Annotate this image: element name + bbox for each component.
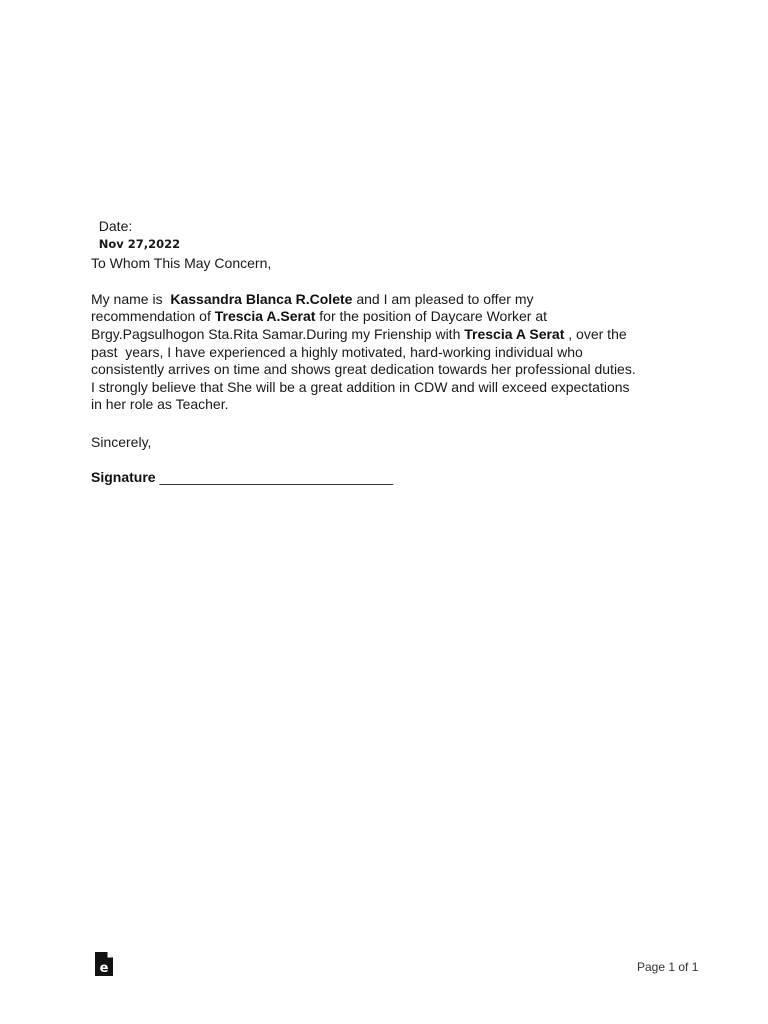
page-number: Page 1 of 1 <box>637 960 699 974</box>
body-line-6: I strongly believe that She will be a great addition in CDW and will exceed expectations <box>91 379 630 395</box>
text: My name is <box>91 291 171 307</box>
closing: Sincerely, <box>91 434 152 450</box>
salutation: To Whom This May Concern, <box>91 255 272 271</box>
document-logo-icon <box>95 952 113 976</box>
logo-letter: e <box>99 961 109 976</box>
candidate-name: Trescia A Serat <box>464 326 565 342</box>
date-line <box>91 201 180 253</box>
body-line-4: past years, I have experienced a highly motivated, hard-working individual who <box>91 344 583 360</box>
text: and I am pleased to offer my <box>352 291 534 307</box>
candidate-name: Trescia A.Serat <box>214 308 316 324</box>
text: Brgy.Pagsulhogon Sta.Rita Samar.During my Frienship with <box>91 326 465 342</box>
body-line-3 <box>91 326 627 343</box>
text: recommendation of <box>91 308 215 324</box>
body-line-5: consistently arrives on time and shows great dedication towards her professional duties. <box>91 361 636 377</box>
body-line-1 <box>91 291 534 308</box>
text: for the position of Daycare Worker at <box>315 308 548 324</box>
signature-line <box>91 469 393 486</box>
date-label: Date: <box>98 218 133 234</box>
date-value: Nov 27,2022 <box>98 237 181 251</box>
body-line-7: in her role as Teacher. <box>91 396 229 412</box>
recommender-name: Kassandra Blanca R.Colete <box>170 291 353 307</box>
body-line-2 <box>91 308 547 325</box>
signature-blank: ______________________________ <box>159 469 394 485</box>
text: , over the <box>564 326 627 342</box>
signature-label: Signature <box>91 469 156 485</box>
